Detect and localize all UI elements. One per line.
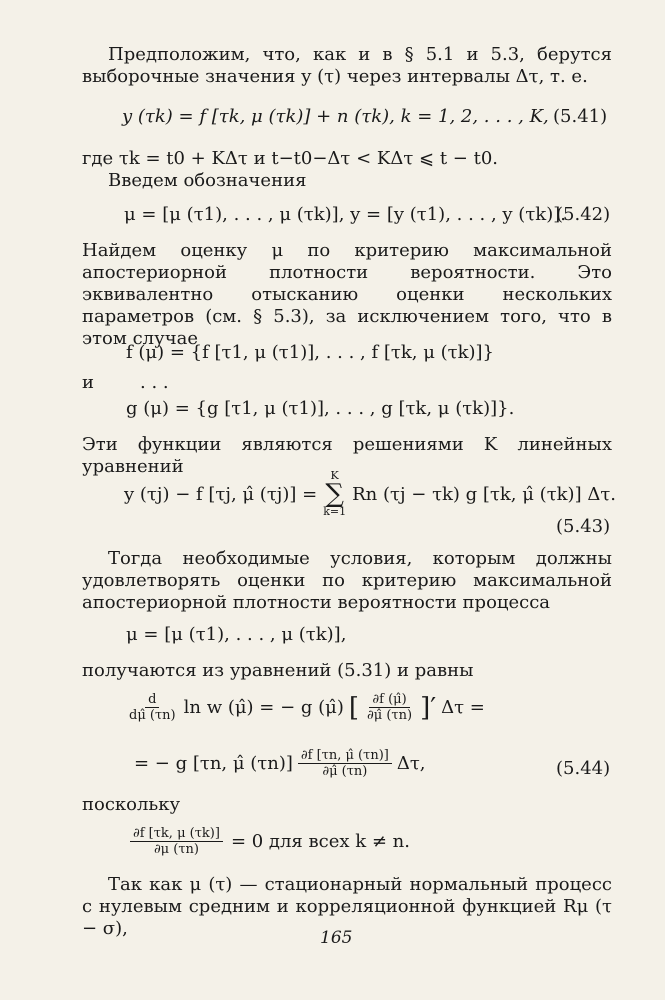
equation-mu-vector: μ = [μ (τ1), . . . , μ (τk)],	[126, 624, 347, 645]
paragraph-notation: Введем обозначения	[108, 170, 307, 191]
sum-lower-limit: k=1	[323, 505, 347, 518]
equation-5-43-rhs: Rn (τj − τk) g [τk, μ̂ (τk)] Δτ.	[352, 483, 617, 505]
equation-number-5-44: (5.44)	[556, 758, 611, 779]
paragraph-stationary: Так как μ (τ) — стационарный нормальный процесс с нулевым средним и корреляционной функцией Rμ (τ − σ),	[82, 874, 612, 939]
equation-condition: $\frac{\partial f [\tau k, \mu (\tau k)]}{\partial\mu (\tau n)}$ = 0 для всех k ≠ n.	[130, 826, 410, 857]
equation-number-5-41: (5.41)	[553, 106, 608, 127]
paragraph-and: и	[82, 372, 94, 393]
derivative-fraction: $\frac{d}{d\mû (\tau n)}$	[129, 692, 176, 723]
paragraph-intro: Предположим, что, как и в § 5.1 и 5.3, берутся выборочные значения y (τ) через интервалы Δτ, т. е.	[82, 44, 612, 87]
partial-fraction-2: $\frac{\partial f [\tau n, \mû (\tau n)]}{\partial\mû (\tau n)}$	[298, 748, 392, 779]
equation-5-41: y (τk) = f [τk, μ (τk)] + n (τk), k = 1, 2, . . . , K,	[122, 106, 549, 127]
paragraph-necessary: Тогда необходимые условия, которым должны удовлетворять оценки по критерию максимальной апостериорной плотности вероятности процесса	[82, 548, 612, 613]
equation-number-5-42: (5.42)	[556, 204, 611, 225]
paragraph-where: где τk = t0 + KΔτ и t−t0−Δτ < KΔτ ⩽ t − t0.	[82, 148, 498, 169]
equation-5-43	[124, 470, 616, 518]
sum-upper-limit: K	[330, 469, 339, 482]
equation-5-44-line-2: = − g [τn, μ̂ (τn)] $\frac{\partial f [\tau n, \mû (\tau n)]}{\partial\mû (\tau n)}$ Δτ,	[134, 748, 426, 779]
equation-number-5-43: (5.43)	[556, 516, 611, 537]
paragraph-estimate: Найдем оценку μ по критерию максимальной апостериорной плотности вероятности. Это эквивалентно отысканию оценки нескольких параметров (см. § 5.3), за исключением того, что в этом случае	[82, 240, 612, 349]
page-number: 165	[320, 928, 353, 948]
ellipsis: . . .	[140, 372, 169, 393]
paragraph-functions: Эти функции являются решениями K линейных уравнений	[82, 434, 612, 477]
paragraph-obtained: получаются из уравнений (5.31) и равны	[82, 660, 474, 681]
equation-5-43-lhs: y (τj) − f [τj, μ̂ (τj)] =	[124, 483, 318, 505]
partial-fraction: $\frac{\partial f (\mû)}{\partial\mû (\tau n)}$	[367, 692, 413, 723]
equation-5-44-line-1: $\frac{d}{d\mû (\tau n)}$ ln w (μ̂) = − g (μ̂) [ $\frac{\partial f (\mû)}{\partial\mû (\tau n)}$ ]′ Δτ =	[126, 692, 485, 723]
equation-f-def: f (μ) = {f [τ1, μ (τ1)], . . . , f [τk, μ (τk)]}	[126, 342, 494, 363]
paragraph-since: поскольку	[82, 794, 181, 815]
equation-g-def: g (μ) = {g [τ1, μ (τ1)], . . . , g [τk, μ (τk)]}.	[126, 398, 515, 419]
equation-5-42: μ = [μ (τ1), . . . , μ (τk)], y = [y (τ1), . . . , y (τk)].	[124, 204, 566, 225]
summation-symbol: K ∑ k=1	[323, 469, 347, 518]
condition-fraction: $\frac{\partial f [\tau k, \mu (\tau k)]}{\partial\mu (\tau n)}$	[130, 826, 223, 857]
